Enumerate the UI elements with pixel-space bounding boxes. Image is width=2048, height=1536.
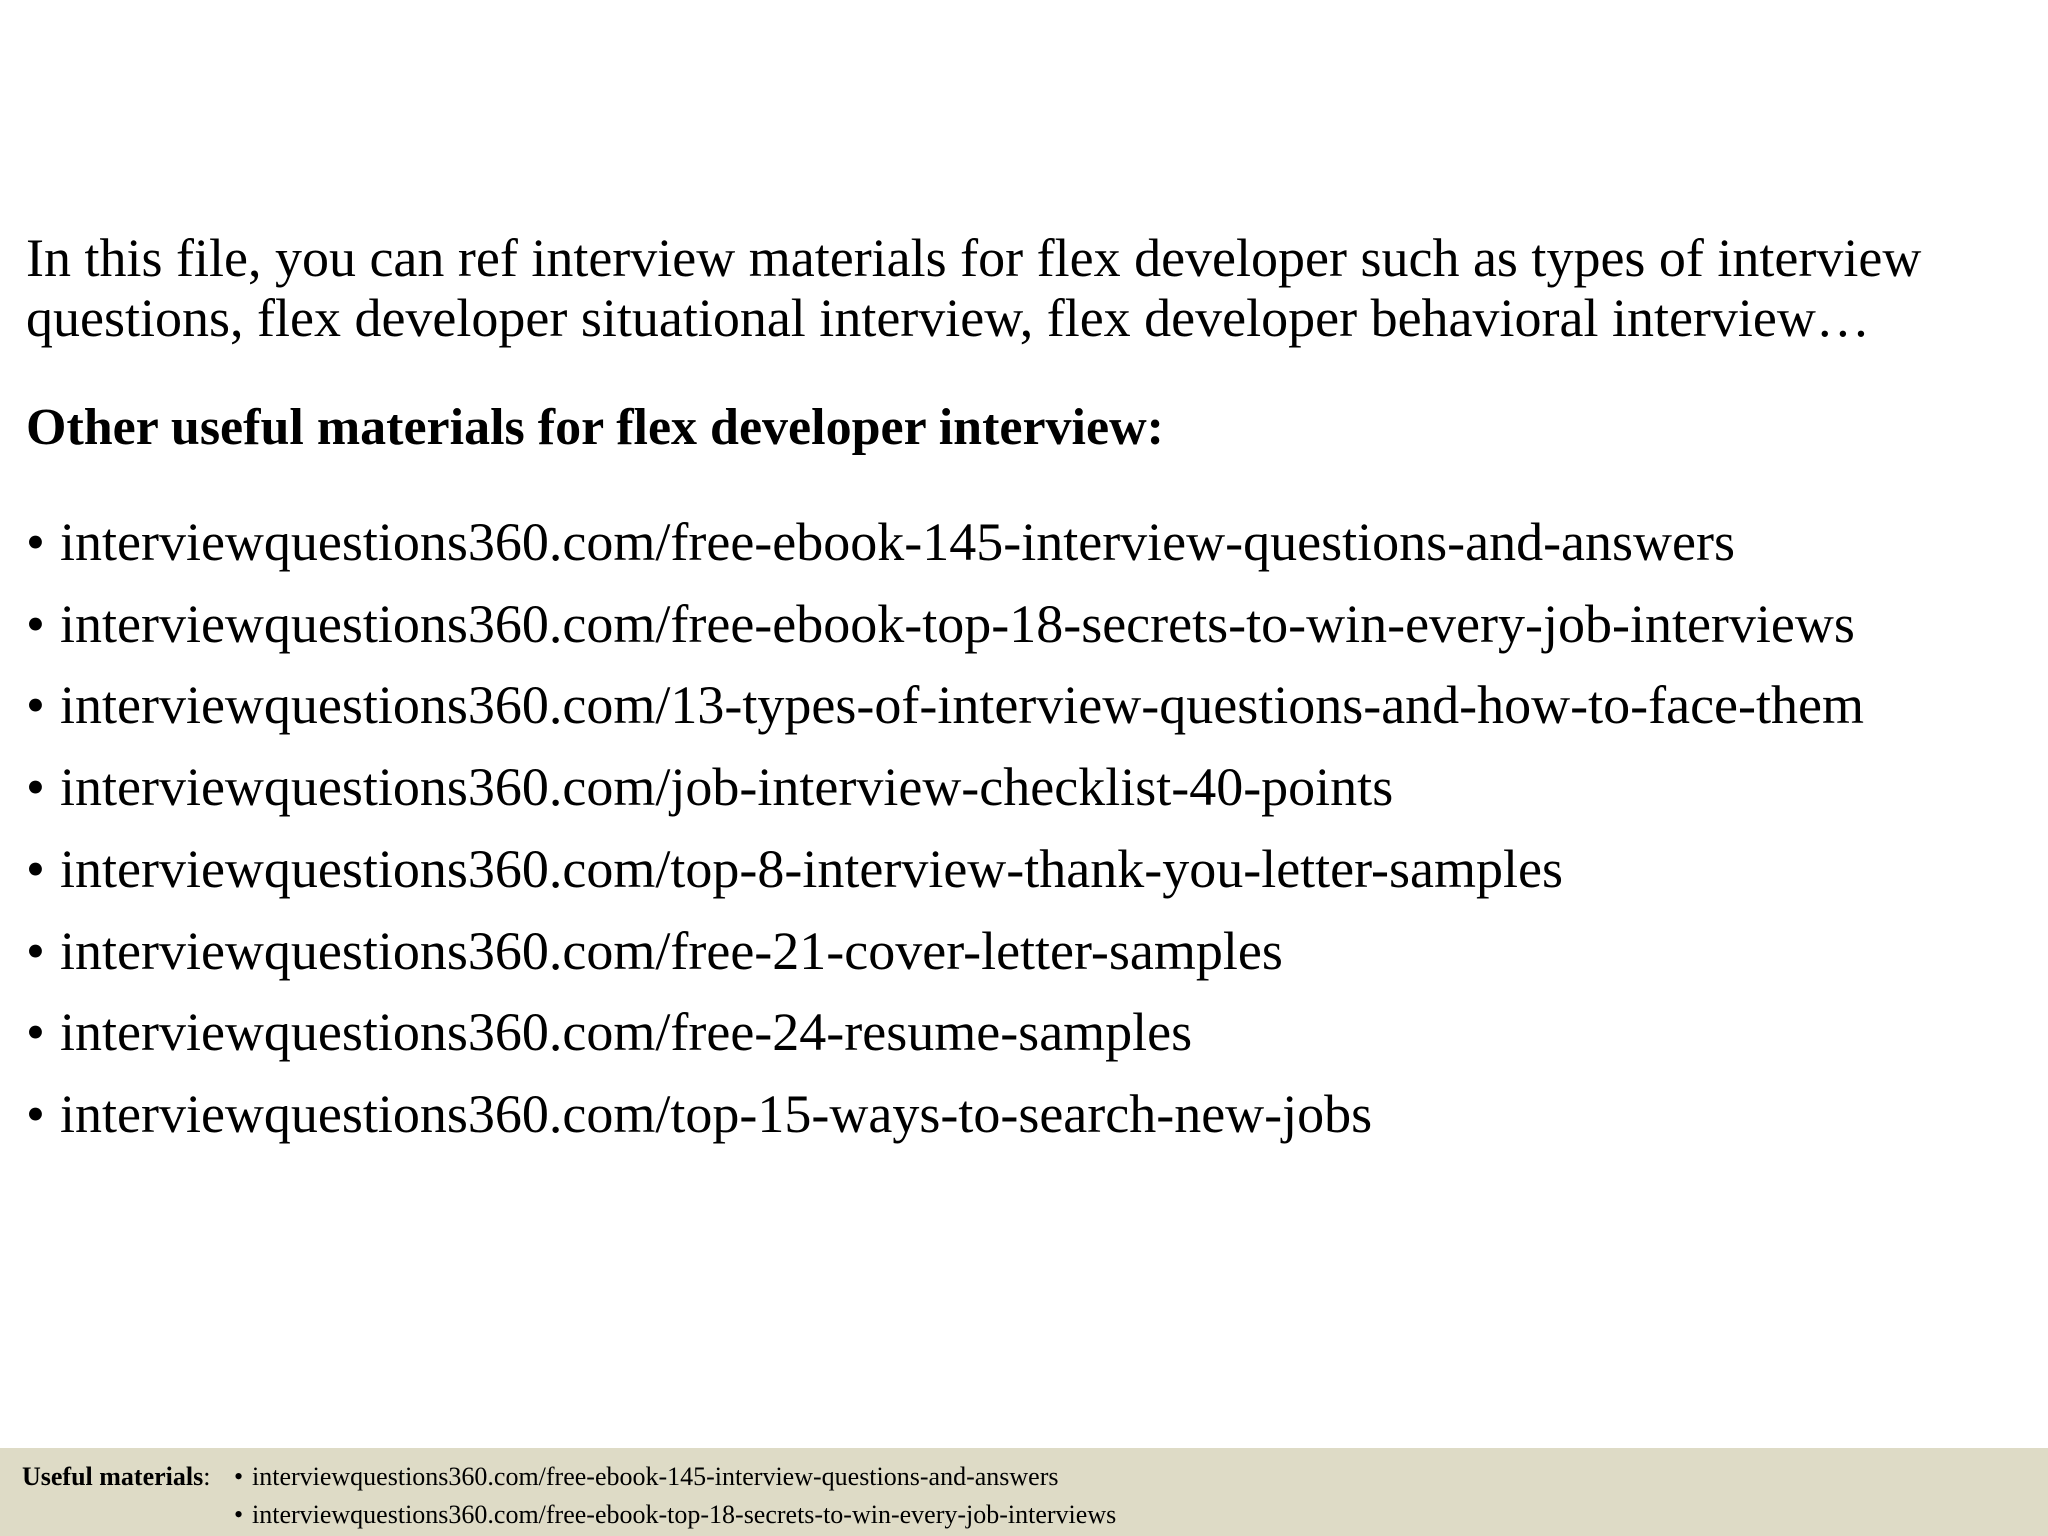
footer-list-item [234,1496,1116,1534]
bullet-icon: • [26,593,45,654]
list-item [26,584,1864,666]
footer-link[interactable]: interviewquestions360.com/free-ebook-top-18-secrets-to-win-every-job-interviews [252,1500,1117,1529]
material-link[interactable]: interviewquestions360.com/job-interview-checklist-40-points [60,757,1394,818]
bullet-icon: • [26,757,45,818]
list-item [26,747,1864,829]
list-item [26,829,1864,911]
bullet-icon: • [234,1500,244,1529]
list-item [26,992,1864,1074]
section-heading: Other useful materials for flex developer interview: [26,399,1164,456]
bullet-icon: • [26,1002,45,1063]
footer-list-item [234,1458,1116,1496]
material-link[interactable]: interviewquestions360.com/free-21-cover-letter-samples [60,920,1283,981]
material-link[interactable]: interviewquestions360.com/free-24-resume-samples [60,1002,1193,1063]
bullet-icon: • [26,1083,45,1144]
material-link[interactable]: interviewquestions360.com/top-15-ways-to-search-new-jobs [60,1083,1373,1144]
footer-label-text: Useful materials [22,1462,204,1491]
footer-label [22,1458,210,1496]
bullet-icon: • [26,838,45,899]
materials-list [26,502,1864,1156]
list-item [26,911,1864,993]
bullet-icon: • [26,675,45,736]
material-link[interactable]: interviewquestions360.com/13-types-of-interview-questions-and-how-to-face-them [60,675,1864,736]
bullet-icon: • [234,1462,244,1491]
footer-link[interactable]: interviewquestions360.com/free-ebook-145-interview-questions-and-answers [252,1462,1059,1491]
list-item [26,1074,1864,1156]
bullet-icon: • [26,920,45,981]
intro-paragraph: In this file, you can ref interview materials for flex developer such as types of interview questions, flex developer situational interview, flex developer behavioral interview… [26,228,1922,348]
footer-links [234,1458,1116,1534]
footer-label-colon: : [203,1462,211,1491]
material-link[interactable]: interviewquestions360.com/top-8-interview-thank-you-letter-samples [60,838,1564,899]
list-item [26,665,1864,747]
list-item [26,502,1864,584]
footer-bar [0,1448,2048,1536]
material-link[interactable]: interviewquestions360.com/free-ebook-145-interview-questions-and-answers [60,512,1736,572]
material-link[interactable]: interviewquestions360.com/free-ebook-top-18-secrets-to-win-every-job-interviews [60,593,1855,654]
bullet-icon: • [26,512,45,572]
